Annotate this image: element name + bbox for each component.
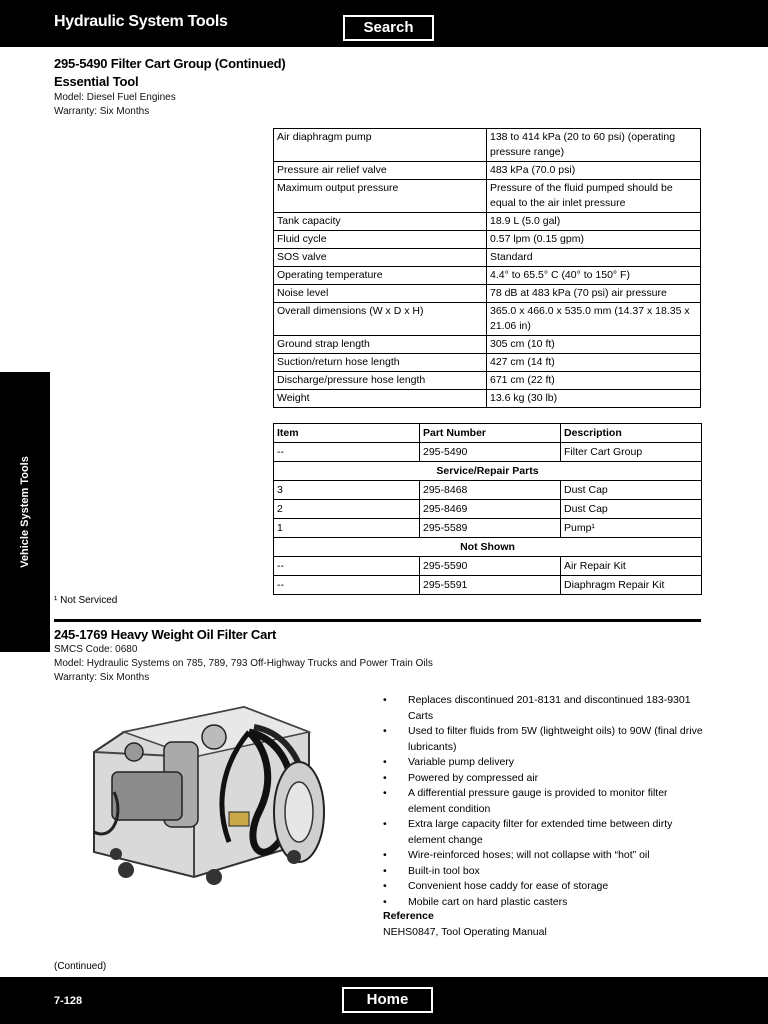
- spec-row: [274, 267, 701, 285]
- side-tab[interactable]: [0, 372, 50, 652]
- section1-subtitle: Essential Tool: [54, 74, 139, 89]
- description-cell: Air Repair Kit: [561, 557, 702, 576]
- page-section-title: Hydraulic System Tools: [54, 13, 228, 30]
- list-item: • Convenient hose caddy for ease of storage: [383, 879, 703, 895]
- section1-title: 295-5490 Filter Cart Group (Continued): [54, 56, 286, 71]
- spec-value-cell: 4.4° to 65.5° C (40° to 150° F): [487, 267, 701, 285]
- spec-label-cell: Discharge/pressure hose length: [274, 372, 487, 390]
- spec-label-cell: Suction/return hose length: [274, 354, 487, 372]
- spec-row: [274, 180, 701, 213]
- header-item: Item: [274, 424, 420, 443]
- footer-bar: [0, 977, 768, 1024]
- section1-model: Model: Diesel Fuel Engines: [54, 92, 176, 103]
- spec-row: [274, 303, 701, 336]
- section2-warranty: Warranty: Six Months: [54, 672, 150, 683]
- spec-row: [274, 249, 701, 267]
- part-number-cell: 295-8469: [420, 500, 561, 519]
- not-shown-heading: Not Shown: [274, 538, 702, 557]
- table-row: [274, 481, 702, 500]
- spec-row: [274, 354, 701, 372]
- table-row: [274, 557, 702, 576]
- table-row: [274, 576, 702, 595]
- list-item: • Built-in tool box: [383, 864, 703, 880]
- spec-row: [274, 336, 701, 354]
- part-number-cell: 295-5589: [420, 519, 561, 538]
- page-number: 7-128: [54, 995, 83, 1007]
- description-cell: Pump¹: [561, 519, 702, 538]
- spec-label-cell: Operating temperature: [274, 267, 487, 285]
- spec-label-cell: Pressure air relief valve: [274, 162, 487, 180]
- spec-label-cell: Tank capacity: [274, 213, 487, 231]
- part-number-cell: 295-5590: [420, 557, 561, 576]
- spec-label-cell: Weight: [274, 390, 487, 408]
- continued-note: (Continued): [54, 961, 107, 972]
- part-number-cell: 295-5591: [420, 576, 561, 595]
- spec-label-cell: Ground strap length: [274, 336, 487, 354]
- section2-smcs: SMCS Code: 0680: [54, 644, 138, 655]
- description-cell: Filter Cart Group: [561, 443, 702, 462]
- spec-row: [274, 372, 701, 390]
- spec-value-cell: Pressure of the fluid pumped should be equal to the air inlet pressure: [487, 180, 701, 213]
- service-repair-heading: Service/Repair Parts: [274, 462, 702, 481]
- description-cell: Diaphragm Repair Kit: [561, 576, 702, 595]
- spec-value-cell: 427 cm (14 ft): [487, 354, 701, 372]
- feature-list: [383, 693, 703, 910]
- list-item: • A differential pressure gauge is provided to monitor filter element condition: [383, 786, 703, 817]
- item-cell: 3: [274, 481, 420, 500]
- part-number-cell: 295-5490: [420, 443, 561, 462]
- spec-value-cell: 0.57 lpm (0.15 gpm): [487, 231, 701, 249]
- spec-row: [274, 213, 701, 231]
- oil-filter-cart-image: [54, 692, 346, 922]
- list-item: • Extra large capacity filter for extended time between dirty element change: [383, 817, 703, 848]
- list-item: • Variable pump delivery: [383, 755, 703, 771]
- search-button[interactable]: Search: [343, 15, 434, 41]
- section2-model: Model: Hydraulic Systems on 785, 789, 793 Off-Highway Trucks and Power Train Oils: [54, 658, 433, 669]
- spec-label-cell: Fluid cycle: [274, 231, 487, 249]
- spec-value-cell: Standard: [487, 249, 701, 267]
- spec-label-cell: SOS valve: [274, 249, 487, 267]
- description-cell: Dust Cap: [561, 500, 702, 519]
- item-cell: 1: [274, 519, 420, 538]
- spec-value-cell: 138 to 414 kPa (20 to 60 psi) (operating pressure range): [487, 129, 701, 162]
- spec-value-cell: 483 kPa (70.0 psi): [487, 162, 701, 180]
- spec-row: [274, 162, 701, 180]
- section-heading-row: [274, 462, 702, 481]
- reference-heading: Reference: [383, 910, 434, 922]
- spec-value-cell: 18.9 L (5.0 gal): [487, 213, 701, 231]
- spec-table: [273, 128, 701, 408]
- header-bar: [0, 0, 768, 47]
- spec-row: [274, 285, 701, 303]
- spec-label-cell: Noise level: [274, 285, 487, 303]
- parts-table: [273, 423, 702, 595]
- spec-value-cell: 365.0 x 466.0 x 535.0 mm (14.37 x 18.35 x 21.06 in): [487, 303, 701, 336]
- item-cell: 2: [274, 500, 420, 519]
- list-item: • Used to filter fluids from 5W (lightweight oils) to 90W (final drive lubricants): [383, 724, 703, 755]
- list-item: • Mobile cart on hard plastic casters: [383, 895, 703, 911]
- spec-label-cell: Maximum output pressure: [274, 180, 487, 213]
- section-divider: [54, 619, 701, 622]
- table-row: [274, 500, 702, 519]
- spec-label-cell: Air diaphragm pump: [274, 129, 487, 162]
- section1-warranty: Warranty: Six Months: [54, 106, 150, 117]
- description-cell: Dust Cap: [561, 481, 702, 500]
- parts-header-row: [274, 424, 702, 443]
- spec-value-cell: 671 cm (22 ft): [487, 372, 701, 390]
- spec-row: [274, 129, 701, 162]
- part-number-cell: 295-8468: [420, 481, 561, 500]
- spec-value-cell: 305 cm (10 ft): [487, 336, 701, 354]
- list-item: • Powered by compressed air: [383, 771, 703, 787]
- spec-value-cell: 13.6 kg (30 lb): [487, 390, 701, 408]
- section-heading-row: [274, 538, 702, 557]
- table-row: [274, 443, 702, 462]
- header-description: Description: [561, 424, 702, 443]
- footnote: ¹ Not Serviced: [54, 595, 118, 606]
- header-part-number: Part Number: [420, 424, 561, 443]
- table-row: [274, 519, 702, 538]
- item-cell: --: [274, 576, 420, 595]
- spec-row: [274, 231, 701, 249]
- home-button[interactable]: Home: [342, 987, 433, 1013]
- spec-label-cell: Overall dimensions (W x D x H): [274, 303, 487, 336]
- side-tab-label: Vehicle System Tools: [19, 456, 31, 568]
- list-item: • Wire-reinforced hoses; will not collapse with “hot” oil: [383, 848, 703, 864]
- spec-value-cell: 78 dB at 483 kPa (70 psi) air pressure: [487, 285, 701, 303]
- reference-text: NEHS0847, Tool Operating Manual: [383, 926, 547, 938]
- spec-row: [274, 390, 701, 408]
- section2-title: 245-1769 Heavy Weight Oil Filter Cart: [54, 627, 277, 642]
- list-item: • Replaces discontinued 201-8131 and discontinued 183-9301 Carts: [383, 693, 703, 724]
- item-cell: --: [274, 557, 420, 576]
- item-cell: --: [274, 443, 420, 462]
